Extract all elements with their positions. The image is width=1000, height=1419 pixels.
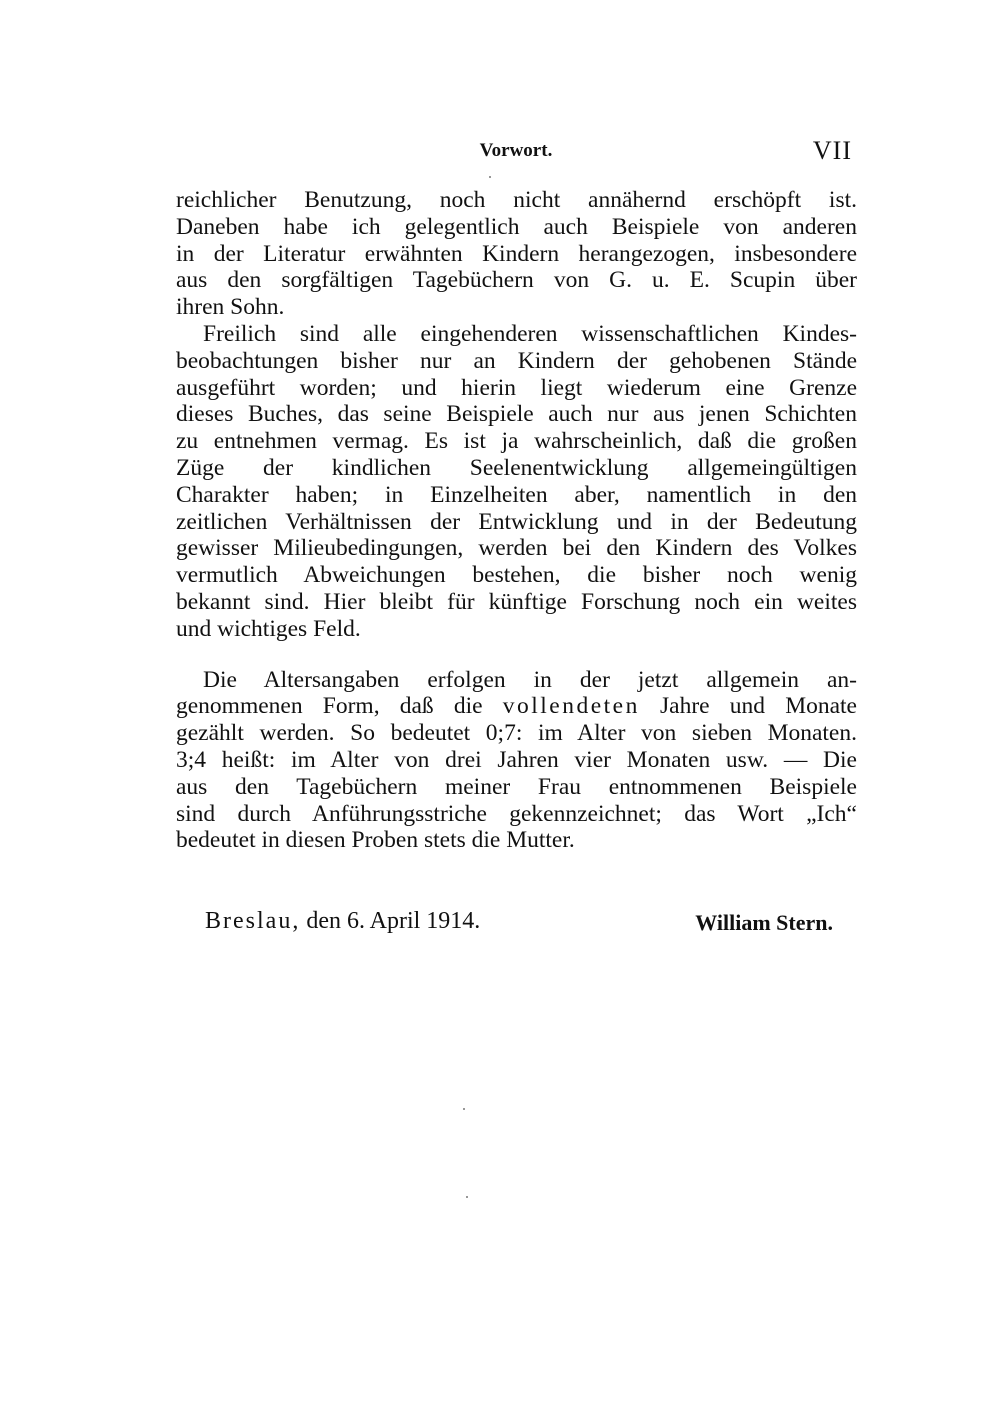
paragraph-milieu [176, 321, 857, 643]
text-line: gewisser Milieubedingungen, werden bei den Kindern des Volkes [176, 535, 857, 562]
paragraph-gap [176, 643, 857, 667]
author-signature: William Stern. [695, 910, 833, 935]
paragraph-continuation [176, 187, 857, 321]
text-line: ausgeführt worden; und hierin liegt wiederum eine Grenze [176, 374, 857, 401]
text-line: Daneben habe ich gelegentlich auch Beispiele von anderen [176, 213, 857, 240]
text-line: aus den sorgfältigen Tagebüchern von G. u. E. Scupin über [176, 267, 857, 294]
text-line: sind durch Anführungsstriche gekennzeichnet; das Wort „Ich“ [176, 800, 857, 827]
text-line: zu entnehmen vermag. Es ist ja wahrscheinlich, daß die großen [176, 428, 857, 455]
emphasized-word: vollendeten [502, 693, 640, 720]
text-line: bekannt sind. Hier bleibt für künftige Forschung noch ein weites [176, 588, 857, 615]
paragraph-age-notation [176, 667, 857, 855]
text-line: reichlicher Benutzung, noch nicht annähernd erschöpft ist. [176, 187, 857, 213]
text-line: in der Literatur erwähnten Kindern herangezogen, insbesondere [176, 240, 857, 267]
text-fragment: Jahre und Monate [639, 693, 857, 720]
body-text [176, 187, 857, 854]
running-head [176, 136, 856, 166]
date-text: den 6. April 1914. [300, 908, 481, 934]
text-line: Charakter haben; in Einzelheiten aber, namentlich in den [176, 481, 857, 508]
text-line: Freilich sind alle eingehenderen wissenschaftlichen Kindes- [203, 320, 857, 347]
text-line: zeitlichen Verhältnissen der Entwicklung und in der Bedeutung [176, 508, 857, 535]
text-line: ihren Sohn. [176, 294, 285, 321]
text-line: und wichtiges Feld. [176, 615, 361, 642]
place-name: Breslau, [205, 908, 301, 934]
page-number: VII [812, 136, 852, 165]
text-line: Die Altersangaben erfolgen in der jetzt allgemein an- [203, 666, 857, 693]
scan-speck [463, 1108, 465, 1110]
dateline [205, 908, 480, 935]
text-line: gezählt werden. So bedeutet 0;7: im Alter von sieben Monaten. [176, 720, 857, 747]
running-title: Vorwort. [479, 140, 553, 161]
text-line: dieses Buches, das seine Beispiele auch nur aus jenen Schichten [176, 401, 857, 428]
text-line [176, 693, 857, 720]
text-line: Züge der kindlichen Seelenentwicklung allgemeingültigen [176, 454, 857, 481]
text-fragment: genommenen Form, daß die [176, 693, 503, 720]
text-line: vermutlich Abweichungen bestehen, die bisher noch wenig [176, 562, 857, 589]
scan-speck [489, 176, 491, 178]
text-line: 3;4 heißt: im Alter von drei Jahren vier Monaten usw. — Die [176, 746, 857, 773]
text-line: aus den Tagebüchern meiner Frau entnommenen Beispiele [176, 773, 857, 800]
text-line: beobachtungen bisher nur an Kindern der gehobenen Stände [176, 347, 857, 374]
scan-speck [466, 1196, 468, 1198]
text-line: bedeutet in diesen Proben stets die Mutter. [176, 827, 575, 854]
